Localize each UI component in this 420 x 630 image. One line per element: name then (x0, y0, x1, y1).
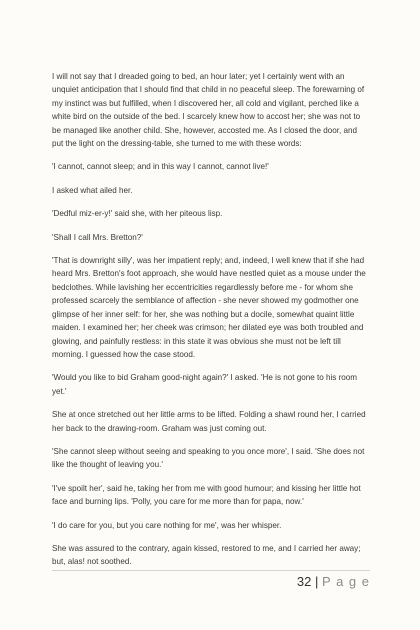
paragraph: She was assured to the contrary, again kissed, restored to me, and I carried her away; but, alas! not soothed. (52, 543, 361, 567)
paragraph: 'Shall I call Mrs. Bretton?' (52, 232, 143, 242)
page-footer (297, 574, 370, 589)
page-label: P a g e (322, 574, 370, 589)
body-text (52, 70, 370, 579)
paragraph: 'I've spoilt her', said he, taking her from me with good humour; and kissing her little hot face and burning lips. 'Polly, you care for me more than for papa, now.' (52, 483, 361, 507)
paragraph: I will not say that I dreaded going to bed, an hour later; yet I certainly went with an unquiet anticipation that I should find that child in no peaceful sleep. The forewarning of my instinct was but fulfilled, when I discovered her, all cold and vigilant, perched like a white bird on the outside of the bed. I scarcely knew how to accost her; she was not to be managed like another child. She, however, accosted me. As I closed the door, and put the light on the dressing-table, she turned to me with these words: (52, 72, 365, 149)
paragraph: She at once stretched out her little arms to be lifted. Folding a shawl round her, I carried her back to the drawing-room. Graham was just coming out. (52, 410, 366, 433)
page-number: 32 (296, 574, 312, 589)
paragraph: 'She cannot sleep without seeing and speaking to you once more', I said. 'She does not like the thought of leaving you.' (52, 446, 365, 470)
paragraph: 'Would you like to bid Graham good-night again?' I asked. 'He is not gone to his room yet.' (52, 373, 358, 396)
paragraph: I asked what ailed her. (52, 185, 133, 195)
paragraph: 'Dedful miz-er-y!' said she, with her piteous lisp. (52, 209, 223, 219)
footer-divider (52, 570, 370, 571)
paragraph: 'I do care for you, but you care nothing for me', was her whisper. (52, 520, 282, 530)
paragraph: 'I cannot, cannot sleep; and in this way I cannot, cannot live!' (52, 162, 269, 172)
footer-separator: | (315, 574, 319, 589)
paragraph: 'That is downright silly', was her impatient reply; and, indeed, I well knew that if she had heard Mrs. Bretton's foot approach, she would have nestled quiet as a mouse under the bedclothes. While lavishing her eccentricities regardlessly before me - for whom she professed scarcely the semblance of affection - she never showed my godmother one glimpse of her inner self: for her, she was nothing but a docile, somewhat quaint little maiden. I examined her; her cheek was crimson; her dilated eye was both troubled and glowing, and painfully restless: in this state it was obvious she must not be left till morning. I guessed how the case stood. (52, 256, 366, 359)
